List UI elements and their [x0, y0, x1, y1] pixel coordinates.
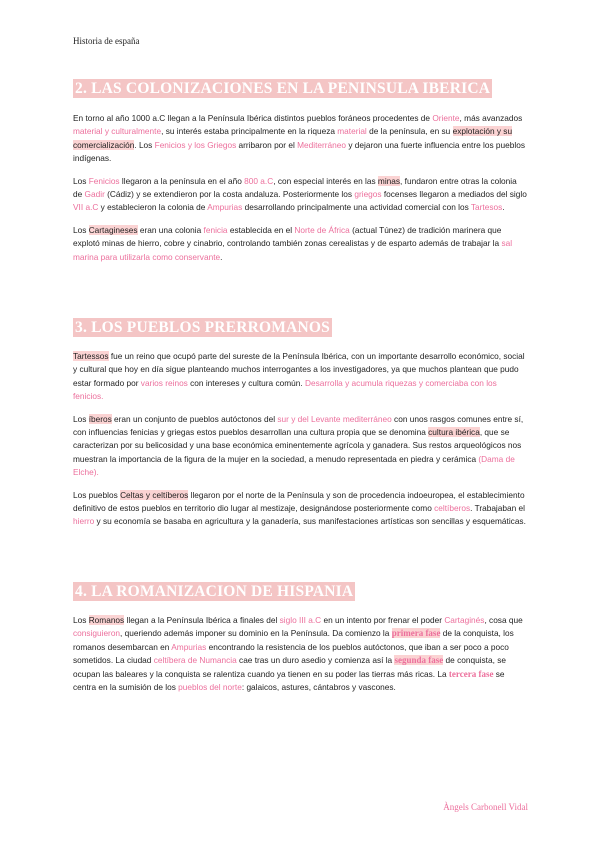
text-run: encontrando la resistencia de los pueblos autóctonos, que iban a ser poco a poco sometidos. La ciudad — [73, 641, 509, 666]
text-run: llegaron por el norte de la Península y son de procedencia indoeuropea, el establecimiento definitivo de estos pueblos en territorio dio lugar al mestizaje, designándose posteriormente como — [73, 489, 525, 514]
emphasized-text: griegos — [354, 189, 382, 200]
section-body — [73, 112, 528, 264]
page-header: Historia de españa — [73, 36, 140, 46]
emphasized-text: tercera fase — [448, 668, 494, 679]
text-run: , su interés estaba principalmente en la riqueza — [161, 126, 338, 137]
text-run: . — [502, 202, 505, 213]
text-run: : galaicos, astures, cántabros y vascones. — [241, 682, 396, 693]
text-run: En torno al año 1000 a.C llegan a la Península Ibérica distintos pueblos foráneos procedentes de — [73, 113, 433, 123]
text-run: . — [220, 251, 223, 262]
text-run: llegaron a la península en el año — [119, 175, 245, 186]
emphasized-text: hierro — [73, 516, 95, 527]
emphasized-text: VII a.C — [73, 202, 99, 213]
emphasized-text: pueblos del norte — [178, 682, 242, 693]
emphasized-text: íberos — [88, 413, 112, 424]
emphasized-text: material y culturalmente — [73, 126, 162, 137]
paragraph — [73, 413, 528, 480]
text-run: , con especial interés en las — [273, 175, 378, 186]
text-run: Los — [73, 175, 89, 186]
page-footer-author: Àngels Carbonell Vidal — [443, 802, 528, 812]
text-run: , cosa que — [484, 615, 523, 625]
emphasized-text: celtíbera de Numancia — [153, 655, 237, 666]
text-run: y establecieron la colonia de — [98, 202, 208, 213]
emphasized-text: Desarrolla y acumula riquezas y comerciaba con los fenicios. — [73, 377, 497, 402]
text-run: cae tras un duro asedio y comienza así la — [236, 655, 395, 666]
text-run: Los pueblos — [73, 489, 121, 500]
emphasized-text: Norte de África — [294, 224, 350, 235]
emphasized-text: minas — [377, 175, 401, 186]
text-run: . Trabajaban el — [470, 503, 525, 514]
emphasized-text: 800 a.C — [244, 175, 274, 186]
paragraph — [73, 350, 528, 404]
emphasized-text: Tartessos — [73, 351, 109, 361]
text-run: Los — [73, 413, 89, 424]
text-run: Los — [73, 615, 89, 625]
text-run: con unos rasgos comunes entre sí, con influencias fenicias y griegas estos pueblos desarrollan una cultura propia que se denomina — [73, 413, 524, 438]
text-run: de la península, en su — [366, 126, 453, 137]
text-run: . Los — [134, 139, 155, 150]
text-run: en un intento por frenar el poder — [321, 615, 445, 625]
text-run: y su economía se basaba en agricultura y la ganadería, sus manifestaciones artísticas son sencillas y esquemáticas. — [94, 516, 526, 527]
paragraph — [73, 224, 528, 264]
emphasized-text: primera fase — [391, 628, 441, 639]
emphasized-text: cultura ibérica — [428, 427, 480, 438]
paragraph — [73, 112, 528, 166]
text-run: , queriendo además imponer su dominio en la Península. Da comienzo la — [120, 628, 392, 639]
text-run: arribaron por el — [236, 139, 298, 150]
section-heading: 3. LOS PUEBLOS PRERROMANOS — [75, 319, 330, 336]
emphasized-text: Mediterráneo — [297, 139, 347, 150]
text-run: , más avanzados — [459, 113, 523, 123]
emphasized-text: segunda fase — [394, 655, 444, 666]
emphasized-text: sal marina para utilizarla como conservante — [73, 238, 513, 262]
section-body — [73, 350, 528, 529]
section-heading: 2. LAS COLONIZACIONES EN LA PENINSULA IBERICA — [75, 80, 491, 97]
emphasized-text: varios reinos — [140, 377, 188, 388]
emphasized-text: Gadir — [84, 189, 105, 200]
emphasized-text: Cartaginés — [444, 615, 485, 625]
emphasized-text: Ampurias — [171, 641, 207, 652]
section-body — [73, 614, 528, 694]
text-run: fue un reino que ocupó parte del sureste de la Península Ibérica, con un importante desarrollo económico, social y cultural que hoy en día sigue planteando muchos interrogantes a los investigadores, ya que muchos plantean que pudo estar formado por — [73, 351, 525, 388]
text-run: de la conquista, los romanos desembarcan en — [73, 628, 514, 652]
emphasized-text: Ampurias — [207, 202, 243, 213]
text-run: (Cádiz) y se extendieron por la costa andaluza. Posteriormente los — [104, 189, 355, 200]
text-run: , fundaron entre otras la colonia de — [73, 175, 517, 200]
text-run: eran un conjunto de pueblos autóctonos del — [111, 413, 278, 424]
text-run: y dejaron una fuerte influencia entre los pueblos indígenas. — [73, 139, 525, 164]
emphasized-text: material — [337, 126, 367, 137]
paragraph — [73, 614, 528, 694]
emphasized-text: Celtas y celtíberos — [120, 489, 189, 500]
text-run: con intereses y cultura común. — [187, 377, 305, 388]
emphasized-text: Romanos — [88, 615, 125, 625]
text-run: focenses llegaron a mediados del siglo — [381, 189, 527, 200]
emphasized-text: Oriente — [432, 113, 460, 123]
text-run: eran una colonia — [137, 224, 204, 235]
emphasized-text: explotación y su comercialización — [73, 126, 513, 150]
emphasized-text: celtíberos — [434, 503, 471, 514]
text-run: se centra en la sumisión de los — [73, 668, 505, 693]
emphasized-text: siglo III a.C — [279, 615, 322, 625]
text-run: Los — [73, 224, 89, 235]
text-run: de conquista, se ocupan las baleares y la conquista se ralentiza cuando ya tienen en su poder las tierras más ricas. La — [73, 655, 506, 679]
emphasized-text: Tartesos — [470, 202, 503, 213]
emphasized-text: Fenicios y los Griegos — [154, 139, 237, 150]
section-heading: 4. LA ROMANIZACION DE HISPANIA — [75, 583, 354, 600]
emphasized-text: fenicia — [203, 224, 228, 235]
paragraph — [73, 489, 528, 529]
text-run: (actual Túnez) de tradición marinera que explotó minas de hierro, cobre y cinabrio, controlando también zonas cerealistas y de esparto además de trabajar la — [73, 224, 502, 249]
emphasized-text: consiguieron — [73, 628, 121, 639]
emphasized-text: Cartagineses — [88, 224, 138, 235]
text-run: llegan a la Península Ibérica a finales del — [124, 615, 280, 625]
text-run: establecida en el — [227, 224, 295, 235]
emphasized-text: Fenicios — [88, 175, 120, 186]
paragraph — [73, 175, 528, 215]
text-run: , que se caracterizan por su belicosidad y una base económica eminentemente agrícola y ganadera. Sus restos arqueológicos nos muestran la importancia de la figura de la mujer en la sociedad, a menudo representada en piedra y cerámica — [73, 427, 522, 464]
emphasized-text: sur y del Levante mediterráneo — [277, 413, 392, 424]
text-run: desarrollando principalmente una actividad comercial con los — [242, 202, 471, 213]
section-romanizacion — [73, 575, 528, 694]
section-prerromanos — [73, 311, 528, 529]
emphasized-text: (Dama de Elche). — [73, 453, 515, 478]
section-colonizaciones — [73, 72, 528, 264]
